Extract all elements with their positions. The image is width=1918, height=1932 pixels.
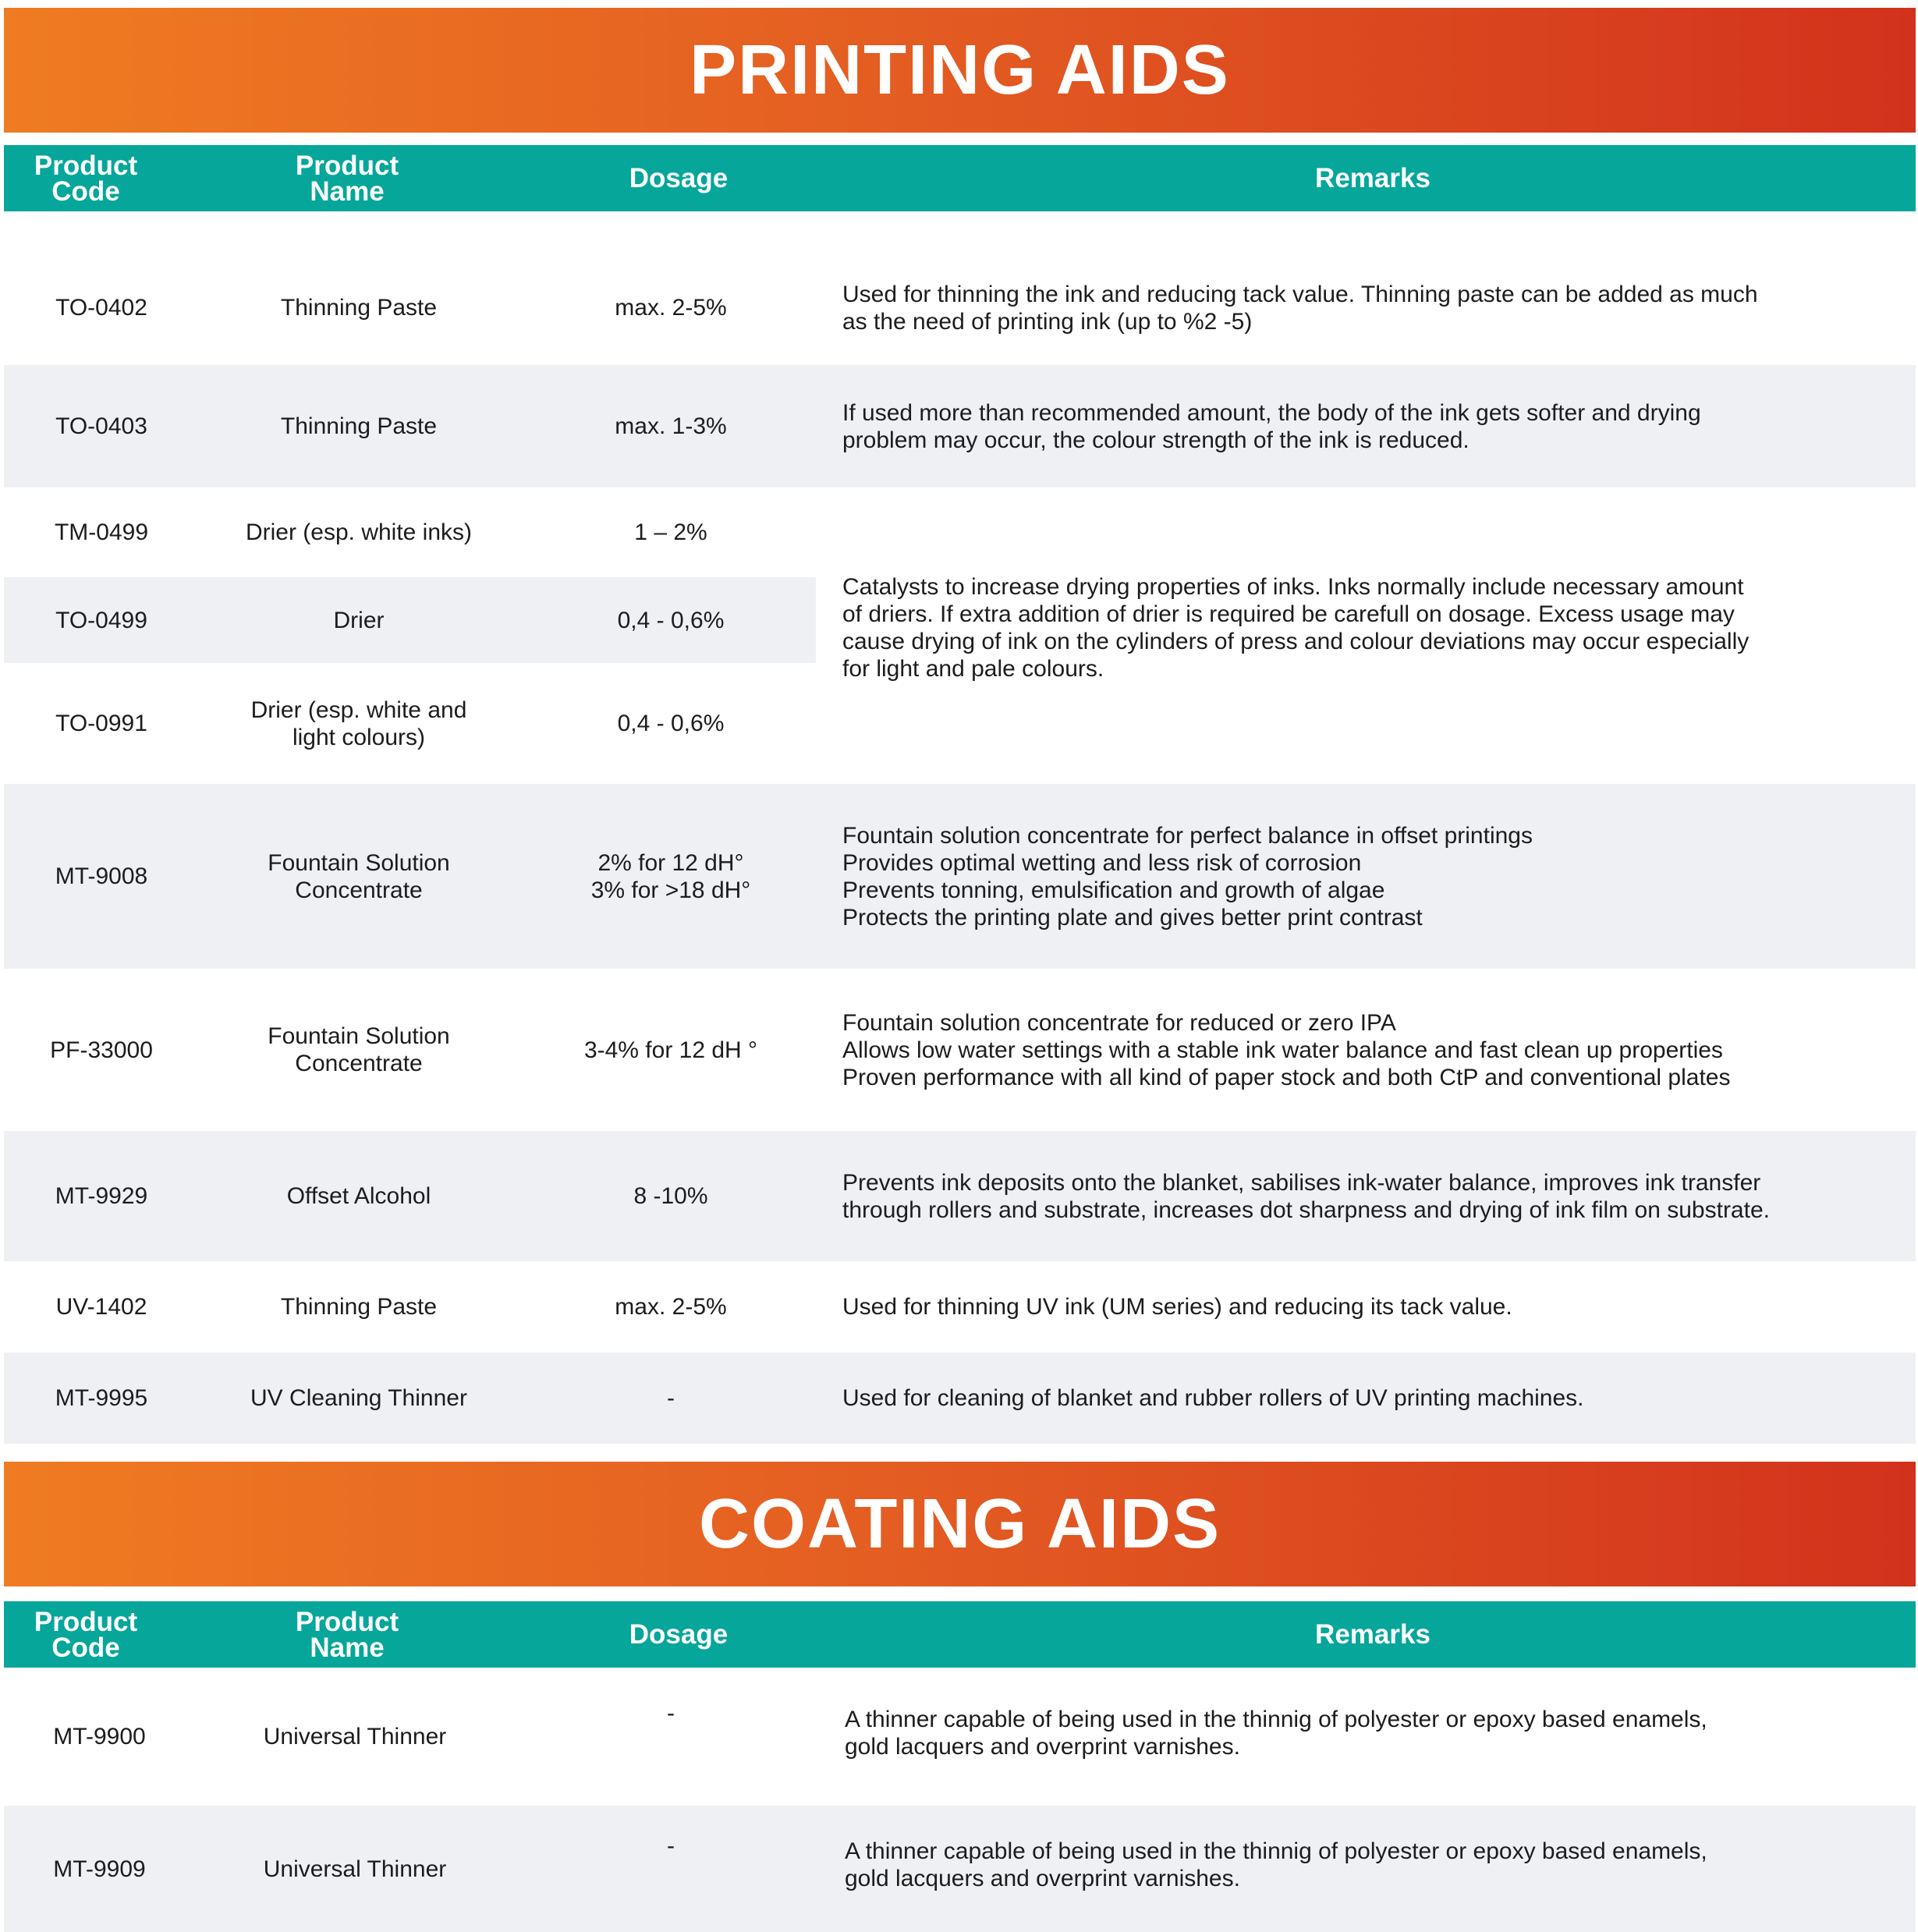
remarks: Fountain solution concentrate for perfect balance in offset printings Provides optimal wetting and less risk of corrosion Prevents tonning, emulsification and growth of algae Protects the printing plate and gives better print contrast [842, 822, 1533, 931]
dosage: - [667, 1700, 675, 1726]
table-row [4, 1352, 1916, 1444]
remarks: Used for thinning UV ink (UM series) and reducing its tack value. [842, 1294, 1512, 1320]
remarks: Used for cleaning of blanket and rubber rollers of UV printing machines. [842, 1385, 1584, 1411]
table-row [4, 1131, 1916, 1261]
printing-table-header [4, 145, 1916, 211]
coating-table-header [4, 1601, 1916, 1668]
product-name: Offset Alcohol [286, 1183, 431, 1209]
product-code: PF-33000 [50, 1037, 153, 1063]
header-remarks: Remarks [1315, 163, 1431, 193]
header-product-code: Product Code [34, 150, 138, 207]
product-code: MT-9995 [55, 1385, 148, 1411]
product-code: TO-0499 [55, 607, 147, 633]
product-code: TO-0991 [55, 711, 147, 736]
product-name: Thinning Paste [280, 1294, 438, 1320]
dosage: 0,4 - 0,6% [617, 711, 725, 736]
table-row [4, 1668, 1916, 1806]
drier-remarks-cell [816, 487, 1916, 784]
printing-aids-title: PRINTING AIDS [690, 30, 1230, 109]
dosage: 8 -10% [633, 1183, 708, 1209]
dosage: max. 2-5% [615, 1294, 727, 1320]
table-row [4, 211, 1916, 365]
dosage: max. 1-3% [615, 413, 727, 439]
product-name: Universal Thinner [263, 1856, 447, 1882]
product-name: Fountain Solution Concentrate [268, 1023, 450, 1076]
header-remarks: Remarks [1315, 1619, 1431, 1650]
product-code: TO-0403 [55, 413, 147, 439]
remarks: Used for thinning the ink and reducing tack value. Thinning paste can be added as much as the need of printing ink (up to %2 -5) [842, 281, 1758, 335]
drier-remarks: Catalysts to increase drying properties of inks. Inks normally include necessary amount of driers. If extra addition of drier is required be carefull on dosage. Excess usage may cause drying of ink on the cylinders of press and colour deviations may occur especially for light and pale colours. [842, 574, 1750, 682]
dosage: 0,4 - 0,6% [617, 607, 725, 633]
product-code: MT-9909 [53, 1856, 146, 1882]
product-name: UV Cleaning Thinner [250, 1385, 467, 1411]
header-product-code: Product Code [34, 1606, 138, 1663]
product-code: MT-9929 [55, 1183, 148, 1209]
header-product-name: Product Name [295, 150, 399, 207]
dosage: 1 – 2% [634, 519, 707, 545]
product-name: Thinning Paste [280, 413, 438, 439]
header-dosage: Dosage [629, 163, 729, 193]
remarks: A thinner capable of being used in the thinnig of polyester or epoxy based enamels, gold lacquers and overprint varnishes. [845, 1838, 1707, 1891]
coating-aids-title: COATING AIDS [699, 1484, 1221, 1563]
product-name: Drier (esp. white and light colours) [250, 697, 467, 750]
product-code: TO-0402 [55, 295, 147, 321]
product-name: Universal Thinner [263, 1724, 447, 1749]
remarks: A thinner capable of being used in the thinnig of polyester or epoxy based enamels, gold lacquers and overprint varnishes. [845, 1706, 1707, 1760]
dosage: - [667, 1385, 675, 1411]
table-row [4, 784, 1916, 969]
product-code: MT-9008 [55, 863, 148, 889]
product-code: MT-9900 [53, 1724, 146, 1749]
remarks: If used more than recommended amount, the body of the ink gets softer and drying problem may occur, the colour strength of the ink is reduced. [842, 399, 1701, 453]
table-row [4, 1806, 1916, 1932]
coating-aids-banner [4, 1462, 1916, 1586]
header-product-name: Product Name [295, 1606, 399, 1663]
remarks: Prevents ink deposits onto the blanket, sabilises ink-water balance, improves ink transfer through rollers and substrate, increases dot sharpness and drying of ink film on substrate. [842, 1169, 1770, 1223]
table-row [4, 969, 1916, 1131]
dosage: 3-4% for 12 dH ° [583, 1037, 758, 1063]
dosage: 2% for 12 dH° 3% for >18 dH° [590, 849, 751, 903]
product-name: Drier [333, 607, 385, 633]
header-dosage: Dosage [629, 1619, 729, 1650]
product-name: Drier (esp. white inks) [245, 519, 473, 545]
table-row [4, 365, 1916, 487]
product-code: TM-0499 [54, 519, 149, 545]
product-name: Thinning Paste [280, 295, 438, 321]
product-name: Fountain Solution Concentrate [268, 849, 450, 903]
printing-aids-banner [4, 8, 1916, 133]
product-code: UV-1402 [55, 1294, 147, 1320]
dosage: - [667, 1832, 675, 1859]
dosage: max. 2-5% [615, 295, 727, 321]
remarks: Fountain solution concentrate for reduced or zero IPA Allows low water settings with a stable ink water balance and fast clean up properties Proven performance with all kind of paper stock and both CtP and conventional plates [842, 1009, 1731, 1090]
table-row [4, 1261, 1916, 1352]
